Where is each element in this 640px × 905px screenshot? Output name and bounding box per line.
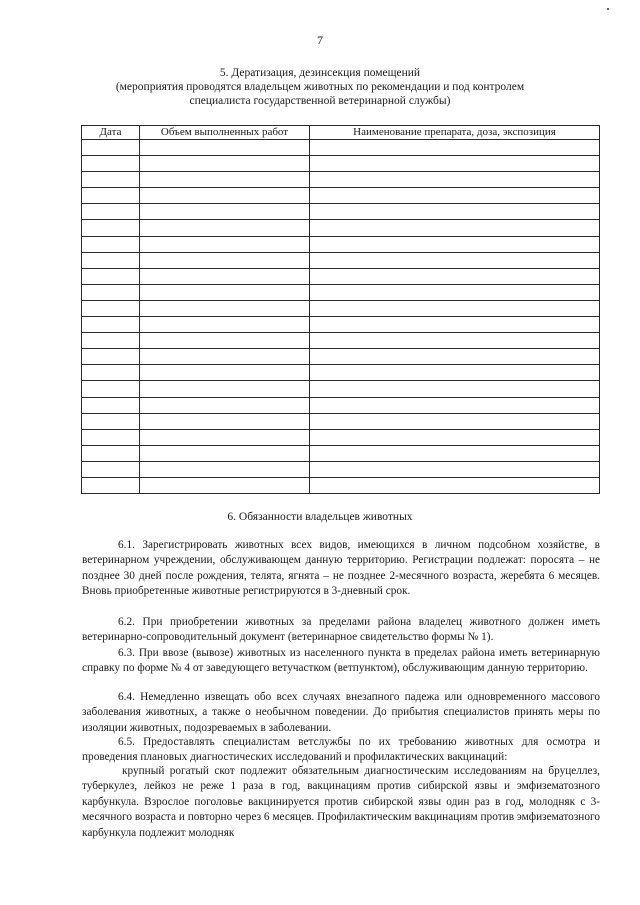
paragraph-6-4: 6.4. Немедленно извещать обо всех случаях внезапного падежа или одновременного массового заболевания животных, а также о необычном поведении. До прибытия специалистов принять меры по изоляции животных, подозреваемых в заболевании. [82, 691, 600, 734]
table-cell [140, 204, 310, 220]
paragraph-6-2: 6.2. При приобретении животных за пределами района владелец животного должен иметь ветеринарно-сопроводительный документ (ветеринарное свидетельство формы № 1). [82, 616, 600, 644]
table-header-row [82, 126, 600, 140]
table-cell [140, 317, 310, 333]
table-cell [310, 381, 600, 397]
table-cell [82, 413, 140, 429]
section6-title: 6. Обязанности владельцев животных [227, 511, 413, 523]
table-row [82, 172, 600, 188]
table-cell [310, 140, 600, 156]
table-row [82, 188, 600, 204]
table-cell [140, 284, 310, 300]
table-cell [82, 349, 140, 365]
table-cell [82, 300, 140, 316]
table-cell [310, 445, 600, 461]
table-cell [140, 252, 310, 268]
paragraph-6-5: 6.5. Предоставлять специалистам ветслужбы по их требованию животных для осмотра и проведения плановых диагностических исследований и профилактических вакцинаций: [82, 736, 600, 764]
table-cell [82, 333, 140, 349]
table-cell [82, 429, 140, 445]
table-row [82, 477, 600, 493]
table-cell [82, 204, 140, 220]
table-cell [82, 188, 140, 204]
table-cell [310, 365, 600, 381]
page-number: 7 [317, 33, 323, 47]
table-cell [310, 300, 600, 316]
table-cell [310, 268, 600, 284]
table-cell [140, 236, 310, 252]
table-row [82, 429, 600, 445]
table-cell [310, 349, 600, 365]
table-cell [310, 156, 600, 172]
table-row [82, 349, 600, 365]
table-cell [82, 172, 140, 188]
table-cell [310, 220, 600, 236]
table-cell [310, 188, 600, 204]
column-header-work-volume: Объем выполненных работ [140, 126, 310, 140]
table-cell [310, 172, 600, 188]
table-cell [82, 220, 140, 236]
table-cell [140, 300, 310, 316]
section5-title: 5. Дератизация, дезинсекция помещений [219, 67, 421, 79]
table-row [82, 300, 600, 316]
table-row [82, 445, 600, 461]
table-row [82, 413, 600, 429]
table-row [82, 204, 600, 220]
table-cell [82, 317, 140, 333]
table-cell [82, 365, 140, 381]
table-cell [82, 156, 140, 172]
table-body [82, 140, 600, 494]
table-row [82, 317, 600, 333]
table-cell [310, 333, 600, 349]
table-row [82, 220, 600, 236]
table-row [82, 365, 600, 381]
column-header-date: Дата [82, 126, 140, 140]
table-cell [140, 477, 310, 493]
table-cell [82, 284, 140, 300]
table-row [82, 236, 600, 252]
table-cell [310, 236, 600, 252]
table-cell [140, 268, 310, 284]
table-cell [140, 220, 310, 236]
table-cell [310, 413, 600, 429]
table-cell [310, 477, 600, 493]
table-cell [140, 172, 310, 188]
table-row [82, 333, 600, 349]
table-row [82, 461, 600, 477]
table-row [82, 397, 600, 413]
table-cell [140, 461, 310, 477]
table-cell [140, 188, 310, 204]
table-cell [82, 397, 140, 413]
table-cell [310, 204, 600, 220]
column-header-drug: Наименование препарата, доза, экспозиция [310, 126, 600, 140]
table-cell [140, 445, 310, 461]
table-cell [140, 381, 310, 397]
table-cell [140, 333, 310, 349]
table-cell [140, 365, 310, 381]
table-cell [310, 461, 600, 477]
table-row [82, 268, 600, 284]
table-cell [310, 317, 600, 333]
table-cell [310, 284, 600, 300]
table-cell [82, 252, 140, 268]
table-row [82, 140, 600, 156]
table-cell [140, 349, 310, 365]
scan-speck [607, 8, 609, 10]
table-cell [140, 413, 310, 429]
table-cell [140, 140, 310, 156]
paragraph-6-1: 6.1. Зарегистрировать животных всех видов, имеющихся в личном подсобном хозяйстве, в ветеринарном учреждении, обслуживающем данную территорию. Регистрации подлежат: поросята – не позднее 30 дней после рождения, телята, ягнята – не позднее 2-месячного возраста, жеребята 6 месяцев. Вновь приобретенные животные регистрируются в 3-дневный срок. [82, 539, 600, 598]
section5-subtitle-line2: специалиста государственной ветеринарной службы) [189, 95, 451, 107]
table-cell [82, 268, 140, 284]
table-cell [82, 140, 140, 156]
paragraph-cattle-requirements: крупный рогатый скот подлежит обязательным диагностическим исследованиям на бруцеллез, туберкулез, лейкоз не реже 1 раза в год, вакцинациям против сибирской язвы и эмфизематозного карбункула. Взрослое поголовье вакцинируется против сибирской язвы один раз в год, молодняк с 3-месячного возраста и повторно через 6 месяцев. Профилактическим вакцинациям против эмфизематозного карбункула подлежит молодняк [82, 765, 600, 839]
table-cell [310, 252, 600, 268]
table-row [82, 252, 600, 268]
table-cell [140, 429, 310, 445]
table-cell [140, 156, 310, 172]
table-cell [310, 397, 600, 413]
table-cell [82, 381, 140, 397]
paragraph-6-3: 6.3. При ввозе (вывозе) животных из населенного пункта в пределах района иметь ветеринарную справку по форме № 4 от заведующего ветучастком (ветпунктом), обслуживающим данную территорию. [82, 647, 600, 675]
table-cell [82, 461, 140, 477]
table-cell [82, 236, 140, 252]
table-cell [310, 429, 600, 445]
disinsection-log-table [81, 125, 600, 494]
table-cell [82, 445, 140, 461]
table-cell [140, 397, 310, 413]
table-row [82, 381, 600, 397]
table-row [82, 284, 600, 300]
section5-subtitle-line1: (мероприятия проводятся владельцем животных по рекомендации и под контролем [115, 81, 525, 93]
table-cell [82, 477, 140, 493]
table-row [82, 156, 600, 172]
